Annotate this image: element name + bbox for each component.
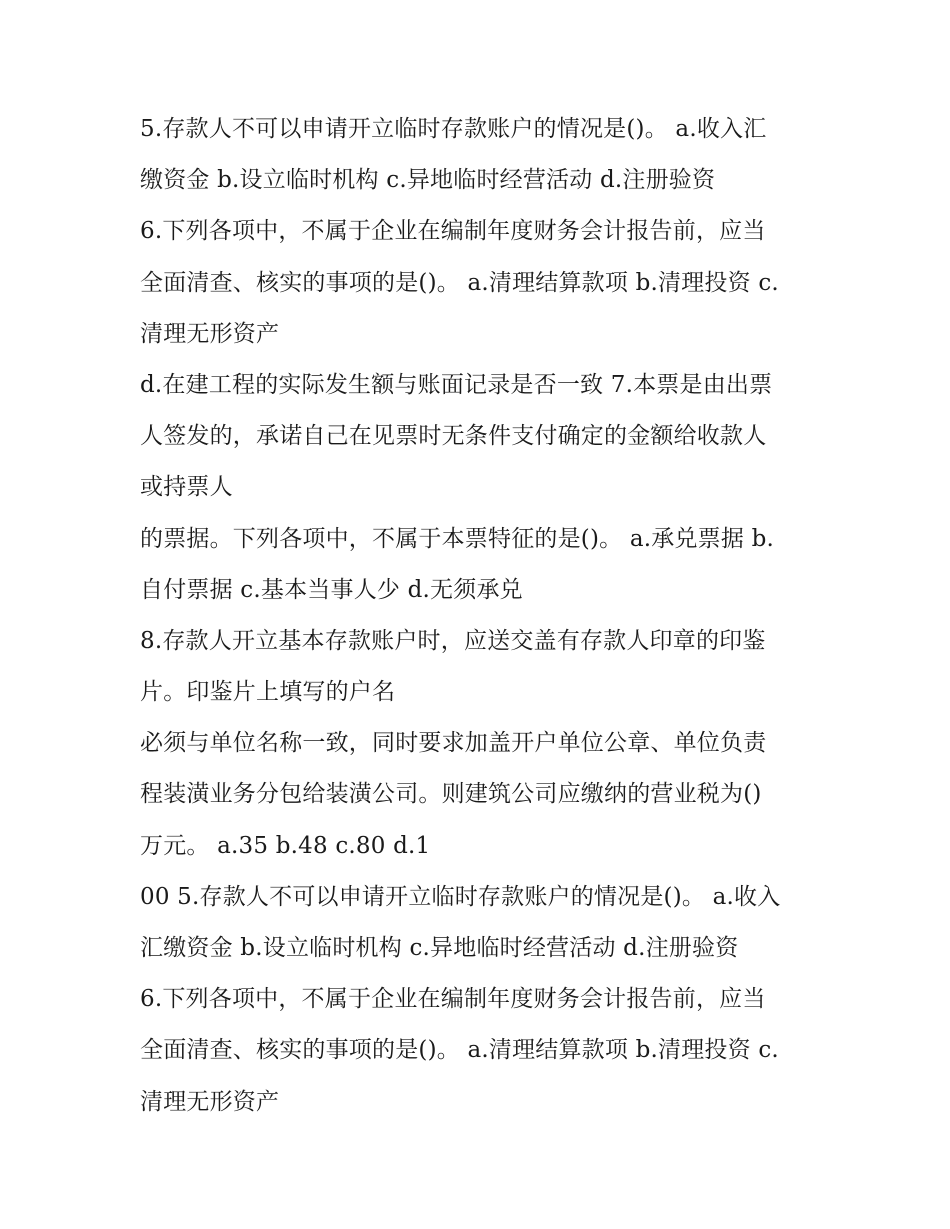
text-line: 清理无形资产 [140,1088,280,1115]
text-line: 00 5.存款人不可以申请开立临时存款账户的情况是()。 a.收入 [140,883,781,910]
text-line: 或持票人 [140,474,233,501]
text-line: 自付票据 c.基本当事人少 d.无须承兑 [140,576,523,603]
text-line: 全面清查、核实的事项的是()。 a.清理结算款项 b.清理投资 c. [140,1037,779,1064]
text-line: 5.存款人不可以申请开立临时存款账户的情况是()。 a.收入汇 [140,116,767,142]
text-line: d.在建工程的实际发生额与账面记录是否一致 7.本票是由出票 [140,371,773,398]
text-line: 程装潢业务分包给装潢公司。则建筑公司应缴纳的营业税为() [140,781,762,808]
text-line: 汇缴资金 b.设立临时机构 c.异地临时经营活动 d.注册验资 [140,935,739,961]
text-line: 6.下列各项中，不属于企业在编制年度财务会计报告前，应当 [140,218,766,245]
text-line: 必须与单位名称一致，同时要求加盖开户单位公章、单位负责 [140,730,767,757]
text-line: 的票据。下列各项中，不属于本票特征的是()。 a.承兑票据 b. [140,525,775,552]
text-line: 8.存款人开立基本存款账户时，应送交盖有存款人印章的印鉴 [140,627,766,654]
document-body [140,104,820,1128]
text-line: 人签发的，承诺自己在见票时无条件支付确定的金额给收款人 [140,423,767,450]
text-line: 清理无形资产 [140,320,280,347]
text-line: 片。印鉴片上填写的户名 [140,679,396,706]
text-line: 万元。 a.35 b.48 c.80 d.1 [140,832,431,859]
text-line: 6.下列各项中，不属于企业在编制年度财务会计报告前，应当 [140,986,766,1013]
text-line: 全面清查、核实的事项的是()。 a.清理结算款项 b.清理投资 c. [140,269,779,296]
text-line: 缴资金 b.设立临时机构 c.异地临时经营活动 d.注册验资 [140,167,716,194]
